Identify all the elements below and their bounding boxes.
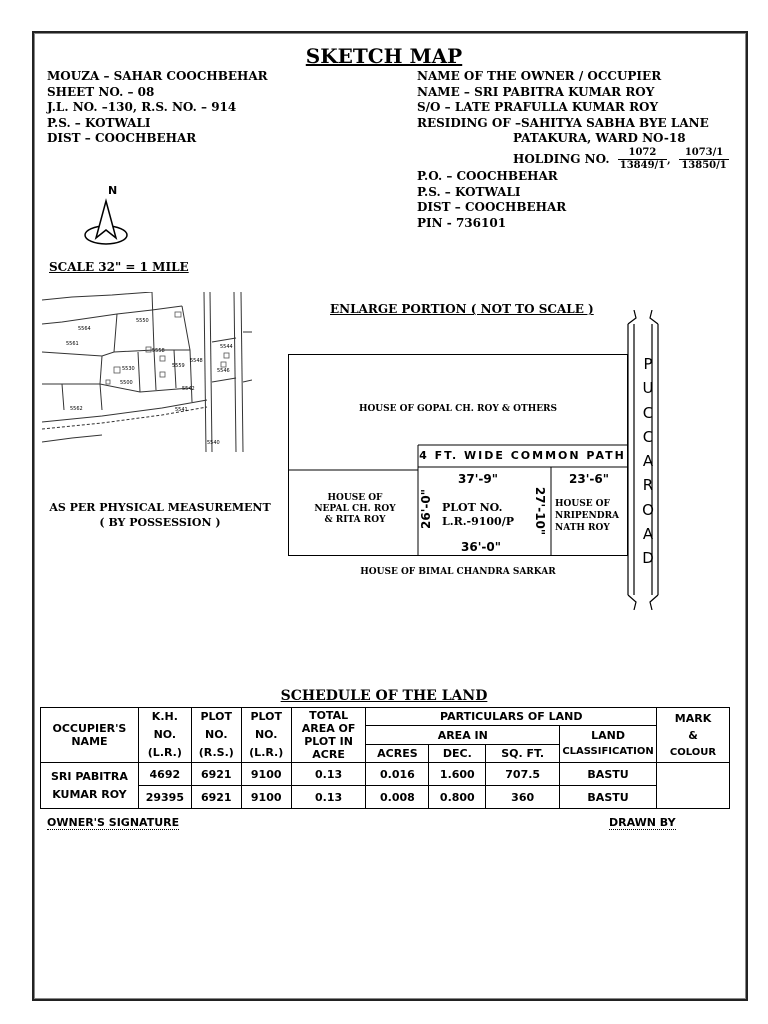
owner-dist: DIST – COOCHBEHAR — [417, 200, 567, 215]
owner-ps: P.S. – KOTWALI — [417, 184, 521, 199]
enlarge-title: ENLARGE PORTION ( NOT TO SCALE ) — [330, 302, 594, 316]
enlarged-plot — [288, 354, 628, 556]
occupier-name-cell: SRI PABITRA KUMAR ROY — [41, 763, 139, 809]
table-row — [41, 763, 730, 786]
map-plot-label: 5540 — [207, 440, 220, 446]
owner-heading: NAME OF THE OWNER / OCCUPIER — [417, 69, 662, 83]
physical-note — [40, 500, 280, 530]
classification-cell: BASTU — [560, 786, 657, 809]
schedule-title: SCHEDULE OF THE LAND — [280, 688, 488, 704]
map-plot-label: 5500 — [120, 380, 133, 386]
map-plot-label: 5562 — [70, 406, 83, 412]
house-right-label: HOUSE OF NRIPENDRA NATH ROY — [555, 499, 620, 533]
owner-signature-label: OWNER'S SIGNATURE — [47, 816, 180, 829]
plot-number-label: PLOT NO. L.R.-9100/P — [442, 501, 515, 528]
owner-father: S/O – LATE PRAFULLA KUMAR ROY — [417, 100, 659, 115]
acres-cell: 0.008 — [366, 786, 429, 809]
header-total-area: TOTAL AREA OF PLOT IN ACRE — [291, 708, 366, 763]
table-row — [41, 786, 730, 809]
drawn-by-label: DRAWN BY — [609, 816, 676, 829]
header-kh: K.H. NO. (L.R.) — [138, 708, 191, 763]
owner-po: P.O. – COOCHBEHAR — [417, 168, 558, 183]
dec-cell: 0.800 — [429, 786, 486, 809]
north-label: N — [108, 184, 118, 197]
plot-rs-cell: 6921 — [191, 786, 241, 809]
map-plot-label: 5530 — [122, 366, 135, 372]
header-particulars: PARTICULARS OF LAND — [366, 708, 657, 726]
map-plot-label: 5558 — [152, 348, 165, 354]
house-top-label: HOUSE OF GOPAL CH. ROY & OTHERS — [358, 404, 558, 414]
map-plot-label: 5541 — [175, 407, 188, 413]
page-title: SKETCH MAP — [305, 44, 463, 68]
plot-rs-cell: 6921 — [191, 763, 241, 786]
holding-fraction-2: $\frac{1073/1}{13850/1}$ — [679, 147, 729, 172]
ps-line: P.S. – KOTWALI — [47, 115, 151, 130]
header-plot-lr: PLOT NO. (L.R.) — [241, 708, 291, 763]
physical-note-line-1: AS PER PHYSICAL MEASUREMENT — [49, 501, 271, 514]
dist-line: DIST – COOCHBEHAR — [47, 131, 197, 146]
house-bottom-label: HOUSE OF BIMAL CHANDRA SARKAR — [360, 567, 556, 577]
total-area-cell: 0.13 — [291, 786, 366, 809]
header-plot-rs: PLOT NO. (R.S.) — [191, 708, 241, 763]
sqft-cell: 707.5 — [486, 763, 560, 786]
map-plot-label: 5544 — [220, 344, 233, 350]
owner-residing: RESIDING OF –SAHITYA SABHA BYE LANE — [417, 115, 709, 130]
map-plot-label: 5548 — [190, 358, 203, 364]
header-occupier: OCCUPIER'S NAME — [41, 708, 139, 763]
jl-line: J.L. NO. –130, R.S. NO. – 914 — [47, 100, 237, 115]
schedule-table — [40, 707, 730, 809]
header-mark-colour: MARK & COLOUR — [657, 708, 730, 763]
scale-label: SCALE 32" = 1 MILE — [49, 260, 189, 274]
owner-info — [417, 69, 737, 231]
header-land-classification: LAND CLASSIFICATION — [560, 726, 657, 763]
physical-note-line-2: ( BY POSSESSION ) — [99, 516, 221, 529]
kh-cell: 4692 — [138, 763, 191, 786]
header-area-in: AREA IN — [366, 726, 560, 745]
plot-lr-cell: 9100 — [241, 786, 291, 809]
total-area-cell: 0.13 — [291, 763, 366, 786]
plot-lr-cell: 9100 — [241, 763, 291, 786]
map-plot-label: 5564 — [78, 326, 91, 332]
map-plot-label: 5561 — [66, 341, 79, 347]
holding-fraction-1: $\frac{1072}{13849/1}$ — [619, 146, 666, 171]
acres-cell: 0.016 — [366, 763, 429, 786]
map-plot-label: 5542 — [182, 386, 195, 392]
header-acres: ACRES — [366, 745, 429, 763]
dim-top-right: 23'-6" — [569, 472, 609, 486]
cadastral-map — [42, 292, 252, 452]
header-sqft: SQ. FT. — [486, 745, 560, 763]
header-dec: DEC. — [429, 745, 486, 763]
mouza-line: MOUZA – SAHAR COOCHBEHAR — [47, 69, 268, 83]
map-plot-label: 5550 — [136, 318, 149, 324]
holding-number: HOLDING NO. $\frac{1072}{13849/1}$ , $\frac{1073/1}{13850/1}$ — [417, 147, 737, 169]
sqft-cell: 360 — [486, 786, 560, 809]
house-left-label: HOUSE OF NEPAL CH. ROY & RITA ROY — [314, 493, 396, 525]
dec-cell: 1.600 — [429, 763, 486, 786]
north-arrow-icon — [82, 198, 130, 248]
map-plot-label: 5546 — [217, 368, 230, 374]
pucca-road-label: PUCCA ROAD — [642, 355, 654, 568]
owner-patakura: PATAKURA, WARD NO-18 — [513, 131, 686, 146]
owner-pin: PIN - 736101 — [417, 215, 507, 230]
dim-left: 26'-0" — [418, 489, 433, 529]
holding-label: HOLDING NO. — [513, 151, 610, 166]
dim-top-left: 37'-9" — [458, 472, 498, 486]
common-path-label: 4 FT. WIDE COMMON PATH — [419, 449, 626, 462]
classification-cell: BASTU — [560, 763, 657, 786]
mark-colour-cell — [657, 763, 730, 809]
map-plot-label: 5559 — [172, 363, 185, 369]
dim-bottom: 36'-0" — [461, 540, 501, 554]
owner-name: NAME – SRI PABITRA KUMAR ROY — [417, 84, 655, 99]
mouza-info — [47, 69, 268, 147]
dim-right: 27'-10" — [533, 486, 548, 536]
sheet-line: SHEET NO. – 08 — [47, 84, 155, 99]
kh-cell: 29395 — [138, 786, 191, 809]
